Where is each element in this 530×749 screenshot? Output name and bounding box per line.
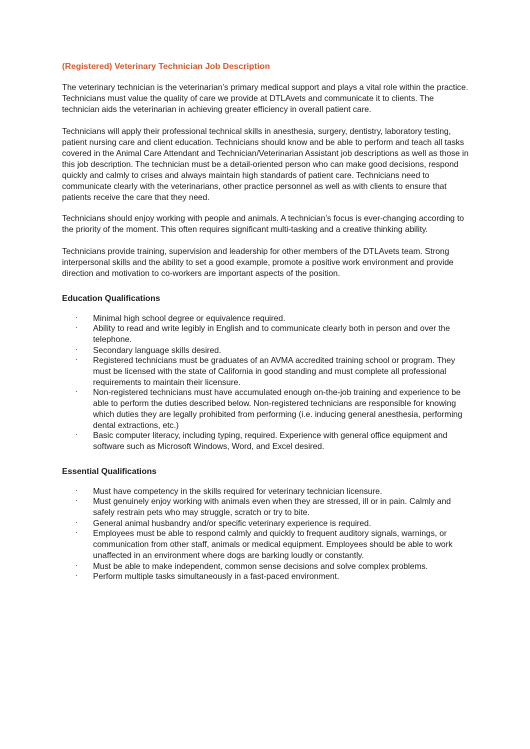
list-item-text: Registered technicians must be graduates of an AVMA accredited training school or program. They must be licensed with the state of California in good standing and must complete all professional requirements to maintain their licensure. xyxy=(93,355,456,387)
list-item xyxy=(62,313,472,324)
list-item-text: Must be able to make independent, common sense decisions and solve complex problems. xyxy=(93,560,428,571)
bullet-icon: · xyxy=(75,571,78,581)
list-item-text: Secondary language skills desired. xyxy=(93,344,222,355)
bullet-icon: · xyxy=(75,323,78,333)
list-item-text: Ability to read and write legibly in English and to communicate clearly both in person and over the telephone. xyxy=(93,323,450,344)
list-item xyxy=(62,528,472,560)
list-item-text: Minimal high school degree or equivalence required. xyxy=(93,312,286,323)
list-item-text: Non-registered technicians must have accumulated enough on-the-job training and experience to be able to perform the duties described below. Non-registered technicians are responsible for knowing which duties they are legally prohibited from performing (i.e. inducing general anesthesia, performing dental extractions, etc.) xyxy=(93,387,463,430)
list-item xyxy=(62,387,472,430)
bullet-icon: · xyxy=(75,560,78,570)
skills-paragraph: Technicians will apply their professional technical skills in anesthesia, surgery, dentistry, laboratory testing, patient nursing care and client education. Technicians should know and be able to perform and teach all tasks covered in the Animal Care Attendant and Technician/Veterinarian Assistant job descriptions as well as those in this job description. The technician must be a detail-oriented person who can make good decisions, respond quickly and calmly to crises and always maintain high standards of patient care. Technicians need to communicate clearly with the veterinarians, other practice personnel as well as with clients to ensure that patients receive the care that they need. xyxy=(62,125,469,202)
document-page xyxy=(62,61,472,582)
list-item xyxy=(62,345,472,356)
bullet-icon: · xyxy=(75,312,78,322)
list-item-text: Must genuinely enjoy working with animals even when they are stressed, ill or in pain. Calmly and safely restrain pets who may struggle, scratch or try to bite. xyxy=(93,496,451,518)
bullet-icon: · xyxy=(75,355,78,365)
list-item-text: Employees must be able to respond calmly and quickly to frequent auditory signals, warnings, or communication from other staff, animals or medical equipment. Employees should be able to work unaffected in an environment where dogs are barking loudly or constantly. xyxy=(93,528,453,560)
essential-list xyxy=(62,486,472,582)
list-item-text: Perform multiple tasks simultaneously in a fast-paced environment. xyxy=(93,571,340,582)
bullet-icon: · xyxy=(75,387,78,397)
education-list xyxy=(62,313,472,452)
bullet-icon: · xyxy=(75,528,78,538)
focus-paragraph: Technicians should enjoy working with people and animals. A technician’s focus is ever-changing according to the priority of the moment. This often requires significant multi-tasking and a creative thinking ability. xyxy=(62,213,465,234)
list-item xyxy=(62,496,472,517)
list-item xyxy=(62,355,472,387)
list-item xyxy=(62,486,472,497)
intro-paragraph: The veterinary technician is the veterinarian’s primary medical support and plays a vital role within the practice. Technicians must value the quality of care we provide at DTLAvets and communicate it to clients. The technician aids the veterinarian in achieving greater efficiency in overall patient care. xyxy=(62,82,469,114)
leadership-paragraph: Technicians provide training, supervision and leadership for other members of the DTLAvets team. Strong interpersonal skills and the ability to set a good example, promote a positive work environment and provide direction and motivation to co-workers are important aspects of the position. xyxy=(62,245,454,278)
bullet-icon: · xyxy=(75,344,78,354)
list-item xyxy=(62,561,472,572)
bullet-icon: · xyxy=(75,485,78,495)
bullet-icon: · xyxy=(75,517,78,527)
education-heading: Education Qualifications xyxy=(62,292,161,303)
list-item xyxy=(62,571,472,582)
essential-heading: Essential Qualifications xyxy=(62,465,157,476)
bullet-icon: · xyxy=(75,430,78,440)
list-item xyxy=(62,430,472,451)
list-item xyxy=(62,323,472,344)
list-item-text: Must have competency in the skills required for veterinary technician licensure. xyxy=(93,485,383,496)
list-item-text: General animal husbandry and/or specific veterinary experience is required. xyxy=(93,517,372,528)
bullet-icon: · xyxy=(75,496,78,506)
document-title: (Registered) Veterinary Technician Job Description xyxy=(62,61,271,71)
list-item-text: Basic computer literacy, including typing, required. Experience with general office equipment and software such as Microsoft Windows, Word, and Excel desired. xyxy=(93,430,448,451)
list-item xyxy=(62,518,472,529)
